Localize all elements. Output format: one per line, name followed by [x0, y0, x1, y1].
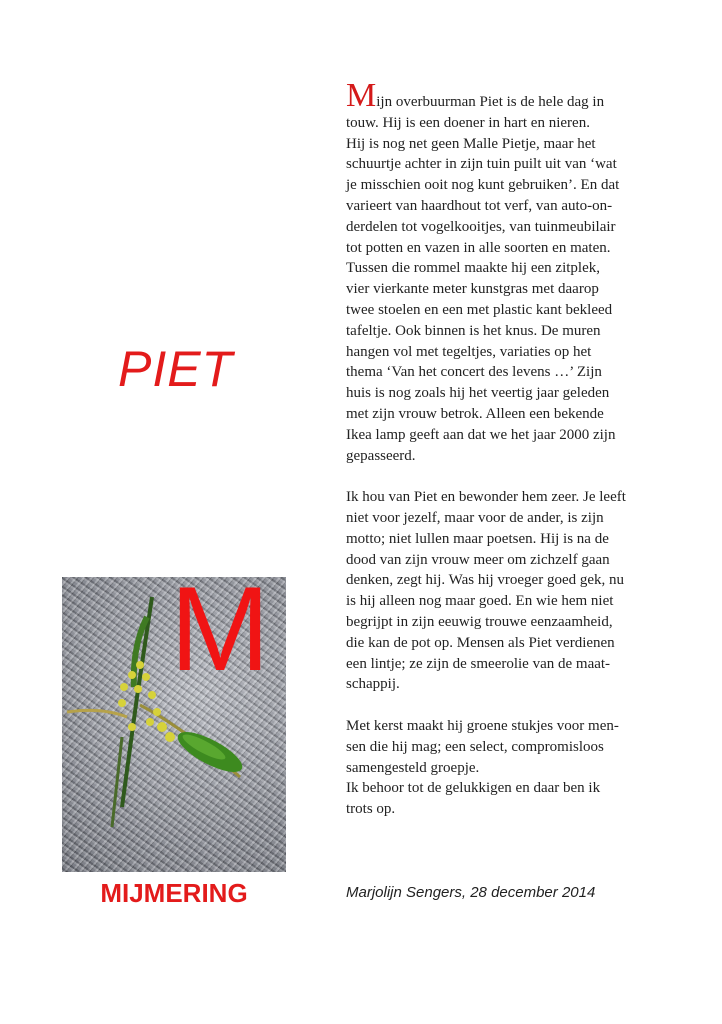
text-line: Ik behoor tot de gelukkigen en daar ben ik — [346, 780, 601, 797]
text-line: gepasseerd. — [346, 447, 416, 464]
text-line: twee stoelen en een met plastic kant bekleed — [346, 301, 613, 318]
text-line: begrijpt in zijn eeuwig trouwe eenzaamheid, — [346, 613, 613, 630]
first-line-text: ijn overbuurman Piet is de hele dag in — [376, 94, 605, 110]
drop-cap: M — [346, 77, 377, 114]
text-line: schuurtje achter in zijn tuin puilt uit van ‘wat — [346, 156, 617, 173]
paragraph — [346, 487, 666, 695]
text-line: die kan de pot op. Mensen als Piet verdienen — [346, 634, 615, 651]
text-line: sen die hij mag; een select, compromisloos — [346, 738, 604, 755]
text-line: een lintje; ze zijn de smeerolie van de maat- — [346, 655, 611, 672]
title-piet: PIET — [118, 341, 234, 397]
text-line: dood van zijn vrouw meer om zichzelf gaan — [346, 551, 610, 568]
text-line: Met kerst maakt hij groene stukjes voor men- — [346, 717, 619, 734]
text-line: je misschien ooit nog kunt gebruiken’. En dat — [346, 177, 620, 194]
text-line: derdelen tot vogelkooitjes, van tuinmeubilair — [346, 218, 616, 235]
paragraph — [346, 716, 666, 820]
paragraph — [346, 77, 666, 466]
text-line — [346, 77, 666, 114]
text-line: huis is nog zoals hij het veertig jaar geleden — [346, 385, 610, 402]
text-line: tot potten en vazen in alle soorten en maten. — [346, 239, 611, 256]
article-body — [346, 77, 666, 841]
text-line: motto; niet lullen maar poetsen. Hij is na de — [346, 530, 609, 547]
overlay-letter-m: M — [170, 577, 270, 696]
text-line: Tussen die rommel maakte hij een zitplek, — [346, 260, 600, 277]
text-line: samengesteld groepje. — [346, 759, 480, 776]
text-line: hangen vol met tegeltjes, variaties op het — [346, 343, 592, 360]
text-line: thema ‘Van het concert des levens …’ Zijn — [346, 364, 602, 381]
text-line: vier vierkante meter kunstgras met daarop — [346, 281, 599, 298]
section-label: MIJMERING — [100, 878, 248, 908]
text-line: Ikea lamp geeft aan dat we het jaar 2000 zijn — [346, 426, 616, 443]
signature: Marjolijn Sengers, 28 december 2014 — [346, 884, 596, 901]
text-line: met zijn vrouw betrok. Alleen een bekende — [346, 405, 604, 422]
text-line: is hij alleen nog maar goed. En wie hem niet — [346, 593, 614, 610]
text-line: denken, zegt hij. Was hij vroeger goed gek, nu — [346, 572, 625, 589]
text-line: schappij. — [346, 676, 400, 693]
text-line: trots op. — [346, 801, 396, 818]
olive-sprig-photo — [62, 577, 286, 872]
text-line: varieert van haardhout tot verf, van auto-on- — [346, 197, 613, 214]
text-line: Ik hou van Piet en bewonder hem zeer. Je leeft — [346, 489, 626, 506]
text-line: Hij is nog net geen Malle Pietje, maar het — [346, 135, 596, 152]
text-line: niet voor jezelf, maar voor de ander, is zijn — [346, 509, 604, 526]
text-line: tafeltje. Ook binnen is het knus. De muren — [346, 322, 601, 339]
text-line: touw. Hij is een doener in hart en nieren. — [346, 114, 590, 131]
